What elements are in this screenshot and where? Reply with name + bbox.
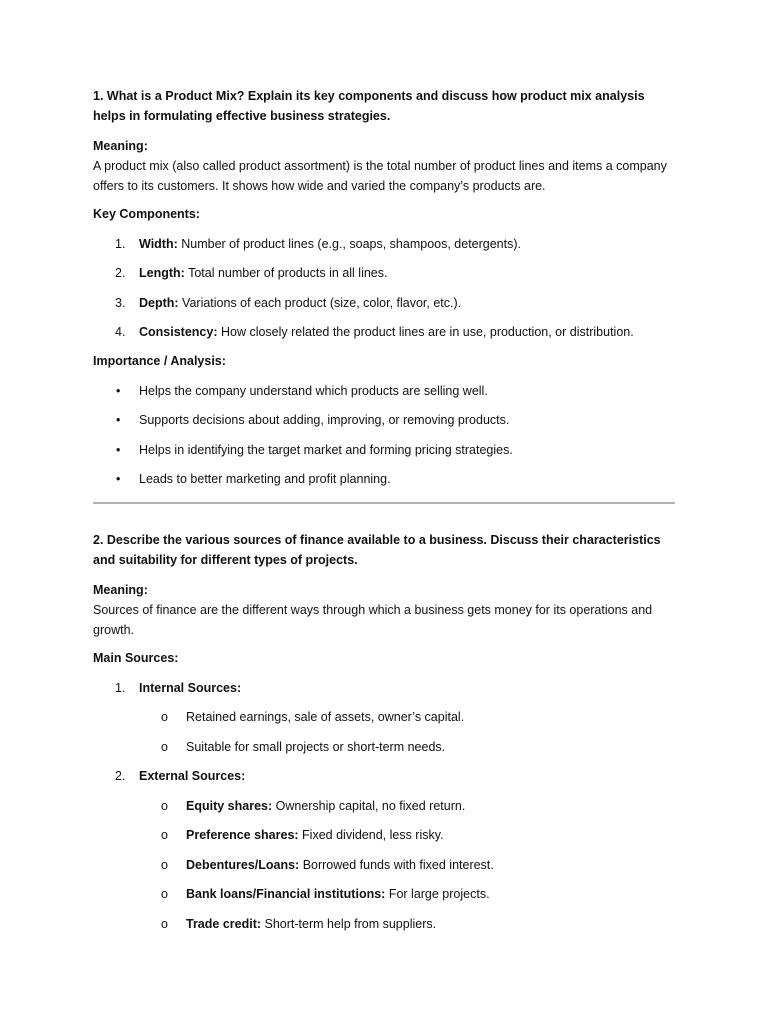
importance-list — [93, 381, 675, 490]
sub-list-item — [93, 825, 675, 845]
description: Fixed dividend, less risky. — [298, 828, 444, 842]
bullet-icon: • — [116, 472, 121, 486]
term: Internal Sources: — [139, 680, 242, 695]
list-number: 2. — [115, 266, 126, 280]
list-item-external-sources — [93, 766, 675, 786]
meaning-label: Meaning: — [93, 139, 148, 153]
meaning-label: Meaning: — [93, 583, 148, 597]
list-item — [93, 381, 675, 401]
components-list — [93, 234, 675, 343]
bullet-icon: • — [116, 383, 121, 398]
list-item — [93, 263, 675, 283]
list-number: 1. — [115, 236, 126, 251]
circle-bullet-icon: o — [161, 828, 168, 842]
list-number: 4. — [115, 325, 126, 339]
list-number: 2. — [115, 769, 126, 783]
sub-item-text: Retained earnings, sale of assets, owner’s capital. — [186, 710, 465, 724]
bullet-text: Supports decisions about adding, improving, or removing products. — [139, 413, 510, 427]
term: Preference shares: — [186, 828, 299, 842]
term: Bank loans/Financial institutions: — [186, 887, 386, 901]
list-number: 3. — [115, 295, 126, 310]
list-item — [93, 440, 675, 460]
description: Ownership capital, no fixed return. — [272, 798, 466, 813]
key-components-label: Key Components: — [93, 207, 200, 221]
list-item-internal-sources — [93, 678, 675, 698]
sub-list-item — [93, 796, 675, 816]
description: Number of product lines (e.g., soaps, shampoos, detergents). — [177, 236, 521, 251]
meaning-text: A product mix (also called product assortment) is the total number of product lines and items a company offers to its customers. It shows how wide and varied the company’s products are. — [93, 159, 667, 193]
description: Variations of each product (size, color, flavor, etc.). — [178, 295, 462, 310]
list-number: 1. — [115, 680, 126, 695]
sub-list-item — [93, 914, 675, 934]
bullet-text: Helps the company understand which products are selling well. — [139, 383, 488, 398]
term: Depth: — [139, 295, 179, 310]
description: For large projects. — [385, 887, 490, 901]
term: Width: — [139, 236, 178, 251]
question-2-title: 2. Describe the various sources of finance available to a business. Discuss their characteristics and suitability for different types of projects. — [93, 533, 661, 567]
sub-list-item — [93, 884, 675, 904]
sub-list-item — [93, 855, 675, 875]
sub-item-text: Suitable for small projects or short-term needs. — [186, 739, 446, 754]
bullet-icon: • — [116, 442, 121, 457]
list-item — [93, 322, 675, 342]
bullet-icon: • — [116, 413, 121, 427]
term: Length: — [139, 266, 185, 280]
circle-bullet-icon: o — [161, 887, 168, 901]
term: External Sources: — [139, 769, 246, 783]
term: Debentures/Loans: — [186, 857, 300, 872]
circle-bullet-icon: o — [161, 798, 168, 813]
term: Consistency: — [139, 325, 218, 339]
description: Total number of products in all lines. — [184, 266, 388, 280]
section-divider — [93, 502, 675, 504]
list-item — [93, 293, 675, 313]
description: Borrowed funds with fixed interest. — [299, 857, 494, 872]
term: Trade credit: — [186, 916, 262, 931]
list-item — [93, 234, 675, 254]
sub-list-item — [93, 737, 675, 757]
main-sources-label: Main Sources: — [93, 651, 179, 665]
sub-list-item — [93, 707, 675, 727]
question-1-title: 1. What is a Product Mix? Explain its key components and discuss how product mix analysis helps in formulating effective business strategies. — [93, 89, 645, 123]
meaning-text: Sources of finance are the different ways through which a business gets money for its operations and growth. — [93, 603, 653, 637]
description: Short-term help from suppliers. — [261, 916, 437, 931]
list-item — [93, 410, 675, 430]
term: Equity shares: — [186, 798, 273, 813]
circle-bullet-icon: o — [161, 916, 168, 931]
bullet-text: Leads to better marketing and profit planning. — [139, 472, 391, 486]
list-item — [93, 469, 675, 489]
circle-bullet-icon: o — [161, 739, 168, 754]
bullet-text: Helps in identifying the target market and forming pricing strategies. — [139, 442, 513, 457]
description: How closely related the product lines are in use, production, or distribution. — [217, 325, 634, 339]
circle-bullet-icon: o — [161, 857, 168, 872]
importance-label: Importance / Analysis: — [93, 354, 226, 368]
circle-bullet-icon: o — [161, 710, 168, 724]
